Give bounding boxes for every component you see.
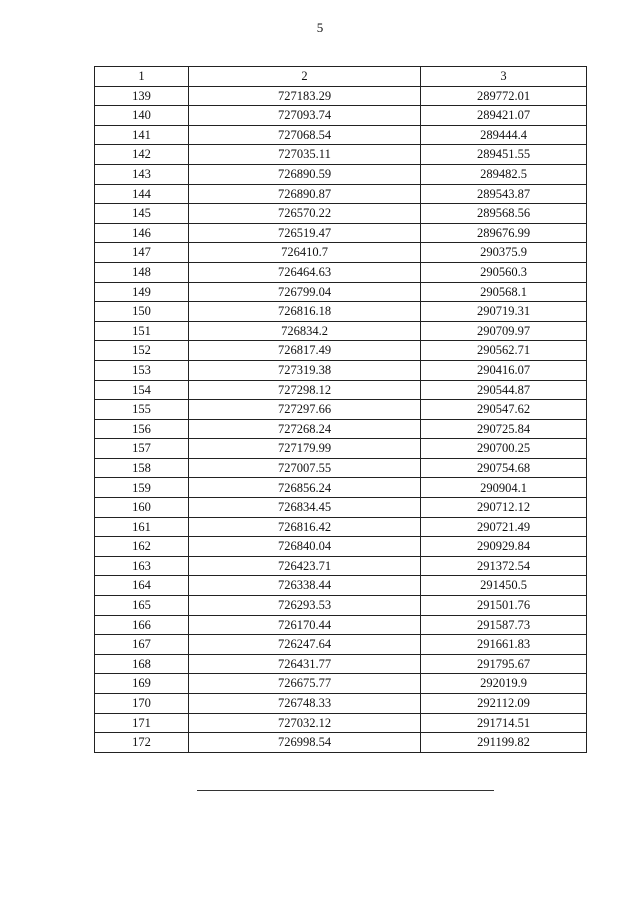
table-row [95,498,587,518]
table-row [95,556,587,576]
table-row [95,164,587,184]
point-number-cell: 171 [95,713,189,733]
point-number-cell: 154 [95,380,189,400]
y-coordinate-cell: 290568.1 [421,282,587,302]
y-coordinate-cell: 291372.54 [421,556,587,576]
point-number-cell: 157 [95,439,189,459]
y-coordinate-cell: 290721.49 [421,517,587,537]
y-coordinate-cell: 289482.5 [421,164,587,184]
point-number-cell: 143 [95,164,189,184]
point-number-cell: 141 [95,125,189,145]
y-coordinate-cell: 290375.9 [421,243,587,263]
x-coordinate-cell: 726816.18 [189,302,421,322]
coordinates-table [94,66,587,753]
point-number-cell: 164 [95,576,189,596]
y-coordinate-cell: 289421.07 [421,106,587,126]
column-header-3: 3 [421,67,587,87]
y-coordinate-cell: 290754.68 [421,458,587,478]
point-number-cell: 148 [95,262,189,282]
x-coordinate-cell: 726247.64 [189,635,421,655]
y-coordinate-cell: 289568.56 [421,204,587,224]
point-number-cell: 150 [95,302,189,322]
x-coordinate-cell: 726890.87 [189,184,421,204]
y-coordinate-cell: 291714.51 [421,713,587,733]
x-coordinate-cell: 726816.42 [189,517,421,537]
table-row [95,321,587,341]
x-coordinate-cell: 726170.44 [189,615,421,635]
point-number-cell: 172 [95,733,189,753]
table-row [95,145,587,165]
y-coordinate-cell: 291587.73 [421,615,587,635]
point-number-cell: 155 [95,400,189,420]
point-number-cell: 146 [95,223,189,243]
point-number-cell: 166 [95,615,189,635]
y-coordinate-cell: 291795.67 [421,654,587,674]
table-row [95,341,587,361]
x-coordinate-cell: 726570.22 [189,204,421,224]
point-number-cell: 149 [95,282,189,302]
x-coordinate-cell: 726519.47 [189,223,421,243]
y-coordinate-cell: 289676.99 [421,223,587,243]
x-coordinate-cell: 727035.11 [189,145,421,165]
table-row [95,596,587,616]
table-row [95,400,587,420]
table-row [95,419,587,439]
y-coordinate-cell: 291501.76 [421,596,587,616]
point-number-cell: 145 [95,204,189,224]
point-number-cell: 159 [95,478,189,498]
x-coordinate-cell: 726431.77 [189,654,421,674]
x-coordinate-cell: 726817.49 [189,341,421,361]
table-row [95,439,587,459]
table-row [95,184,587,204]
x-coordinate-cell: 727032.12 [189,713,421,733]
y-coordinate-cell: 290709.97 [421,321,587,341]
x-coordinate-cell: 726834.2 [189,321,421,341]
x-coordinate-cell: 726675.77 [189,674,421,694]
x-coordinate-cell: 727093.74 [189,106,421,126]
table-row [95,478,587,498]
table-row [95,223,587,243]
point-number-cell: 165 [95,596,189,616]
x-coordinate-cell: 726464.63 [189,262,421,282]
table-row [95,86,587,106]
point-number-cell: 144 [95,184,189,204]
x-coordinate-cell: 726840.04 [189,537,421,557]
y-coordinate-cell: 289444.4 [421,125,587,145]
point-number-cell: 167 [95,635,189,655]
table-row [95,537,587,557]
point-number-cell: 142 [95,145,189,165]
x-coordinate-cell: 726410.7 [189,243,421,263]
y-coordinate-cell: 289772.01 [421,86,587,106]
point-number-cell: 156 [95,419,189,439]
x-coordinate-cell: 727183.29 [189,86,421,106]
x-coordinate-cell: 726338.44 [189,576,421,596]
point-number-cell: 169 [95,674,189,694]
point-number-cell: 161 [95,517,189,537]
x-coordinate-cell: 726856.24 [189,478,421,498]
table-row [95,635,587,655]
x-coordinate-cell: 726293.53 [189,596,421,616]
y-coordinate-cell: 290725.84 [421,419,587,439]
point-number-cell: 158 [95,458,189,478]
y-coordinate-cell: 290719.31 [421,302,587,322]
point-number-cell: 168 [95,654,189,674]
table-row [95,674,587,694]
x-coordinate-cell: 726890.59 [189,164,421,184]
y-coordinate-cell: 289451.55 [421,145,587,165]
x-coordinate-cell: 726423.71 [189,556,421,576]
table-row [95,125,587,145]
y-coordinate-cell: 291199.82 [421,733,587,753]
y-coordinate-cell: 290700.25 [421,439,587,459]
point-number-cell: 140 [95,106,189,126]
table-row [95,576,587,596]
y-coordinate-cell: 292112.09 [421,694,587,714]
point-number-cell: 147 [95,243,189,263]
y-coordinate-cell: 291661.83 [421,635,587,655]
point-number-cell: 139 [95,86,189,106]
table-row [95,615,587,635]
table-row [95,713,587,733]
y-coordinate-cell: 290712.12 [421,498,587,518]
table-row [95,733,587,753]
x-coordinate-cell: 727007.55 [189,458,421,478]
point-number-cell: 160 [95,498,189,518]
y-coordinate-cell: 290904.1 [421,478,587,498]
column-header-2: 2 [189,67,421,87]
point-number-cell: 153 [95,360,189,380]
y-coordinate-cell: 290544.87 [421,380,587,400]
x-coordinate-cell: 726748.33 [189,694,421,714]
table-row [95,262,587,282]
y-coordinate-cell: 290560.3 [421,262,587,282]
y-coordinate-cell: 290416.07 [421,360,587,380]
x-coordinate-cell: 727268.24 [189,419,421,439]
y-coordinate-cell: 289543.87 [421,184,587,204]
table-row [95,204,587,224]
point-number-cell: 170 [95,694,189,714]
x-coordinate-cell: 727297.66 [189,400,421,420]
column-header-1: 1 [95,67,189,87]
x-coordinate-cell: 726799.04 [189,282,421,302]
table-row [95,694,587,714]
y-coordinate-cell: 290547.62 [421,400,587,420]
x-coordinate-cell: 727319.38 [189,360,421,380]
point-number-cell: 163 [95,556,189,576]
table-row [95,243,587,263]
point-number-cell: 152 [95,341,189,361]
point-number-cell: 151 [95,321,189,341]
table-row [95,106,587,126]
x-coordinate-cell: 727068.54 [189,125,421,145]
x-coordinate-cell: 726834.45 [189,498,421,518]
footer-rule [197,790,494,791]
x-coordinate-cell: 727179.99 [189,439,421,459]
table-row [95,282,587,302]
y-coordinate-cell: 290562.71 [421,341,587,361]
table-header-row [95,67,587,87]
table-row [95,360,587,380]
table-row [95,517,587,537]
table-row [95,654,587,674]
y-coordinate-cell: 291450.5 [421,576,587,596]
y-coordinate-cell: 292019.9 [421,674,587,694]
x-coordinate-cell: 727298.12 [189,380,421,400]
y-coordinate-cell: 290929.84 [421,537,587,557]
x-coordinate-cell: 726998.54 [189,733,421,753]
table-row [95,302,587,322]
page-number: 5 [316,20,324,35]
table-body [95,86,587,752]
table-row [95,380,587,400]
point-number-cell: 162 [95,537,189,557]
table-row [95,458,587,478]
